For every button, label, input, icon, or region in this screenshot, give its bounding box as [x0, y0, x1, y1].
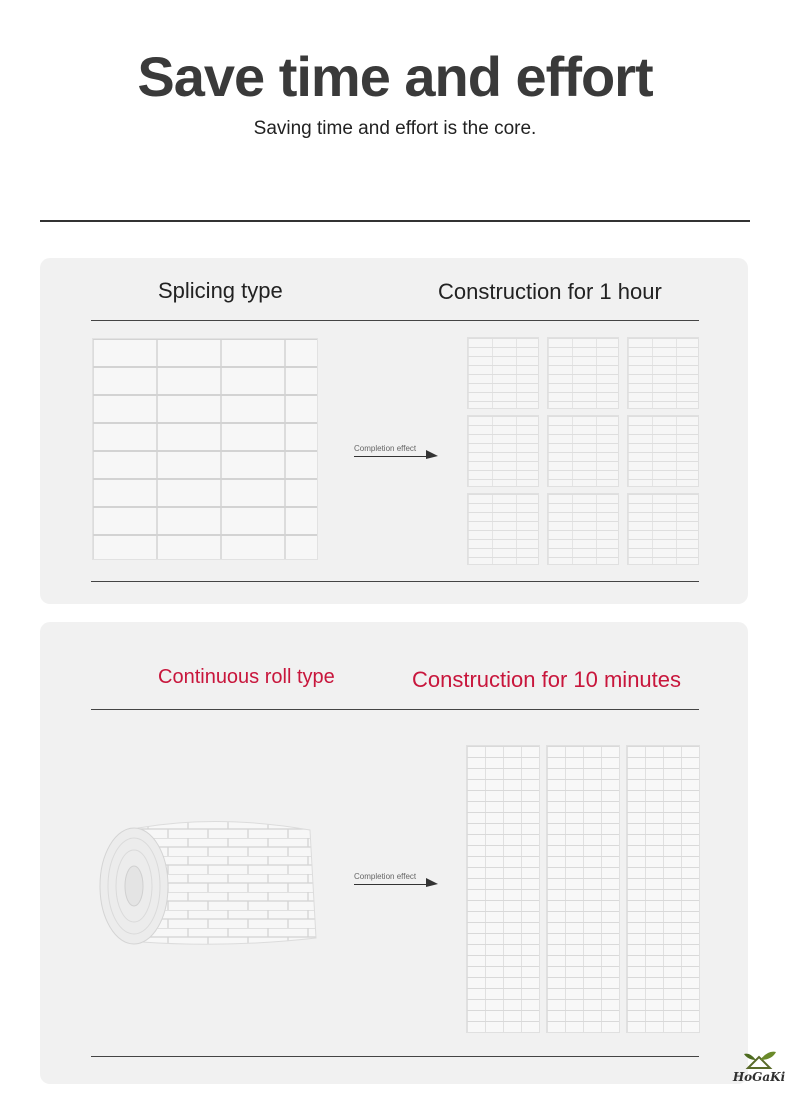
roll-arrow: [354, 872, 440, 890]
splicing-top-rule: [91, 320, 699, 321]
arrow-line: [354, 456, 432, 457]
splicing-duration-label: Construction for 1 hour: [438, 279, 662, 304]
page-title: Save time and effort: [137, 45, 653, 108]
spliced-tile: [628, 416, 698, 486]
page-subtitle: Saving time and effort is the core.: [253, 118, 537, 139]
spliced-tile: [468, 338, 538, 408]
splicing-arrow: [354, 444, 440, 462]
roll-strip: [627, 746, 699, 1032]
spliced-tile: [548, 338, 618, 408]
brick-roll-image: [98, 820, 318, 950]
brand-logo-text: HoGaKi: [732, 1070, 786, 1084]
splicing-arrow-label: Completion effect: [354, 444, 417, 453]
splicing-bottom-rule: [91, 581, 699, 582]
spliced-tile: [468, 416, 538, 486]
splicing-panel: [40, 258, 748, 604]
arrow-head-icon: [426, 450, 438, 459]
arrow-line: [354, 884, 432, 885]
roll-strip: [467, 746, 539, 1032]
roll-type-label: Continuous roll type: [158, 666, 335, 688]
roll-duration-label: Construction for 10 minutes: [412, 667, 682, 692]
roll-arrow-label: Completion effect: [354, 872, 417, 881]
single-brick-panel-image: [92, 338, 318, 560]
roll-panel: [40, 622, 748, 1084]
spliced-tile: [468, 494, 538, 564]
roll-bottom-rule: [91, 1056, 699, 1057]
roll-strip: [547, 746, 619, 1032]
splicing-type-label: Splicing type: [158, 278, 283, 303]
arrow-head-icon: [426, 878, 438, 887]
spliced-tile: [548, 416, 618, 486]
spliced-tile: [548, 494, 618, 564]
brand-logo: [730, 1048, 788, 1090]
roll-top-rule: [91, 709, 699, 710]
spliced-tile: [628, 338, 698, 408]
top-divider: [40, 220, 750, 222]
spliced-tile: [628, 494, 698, 564]
house-leaf-icon: [730, 1048, 788, 1072]
